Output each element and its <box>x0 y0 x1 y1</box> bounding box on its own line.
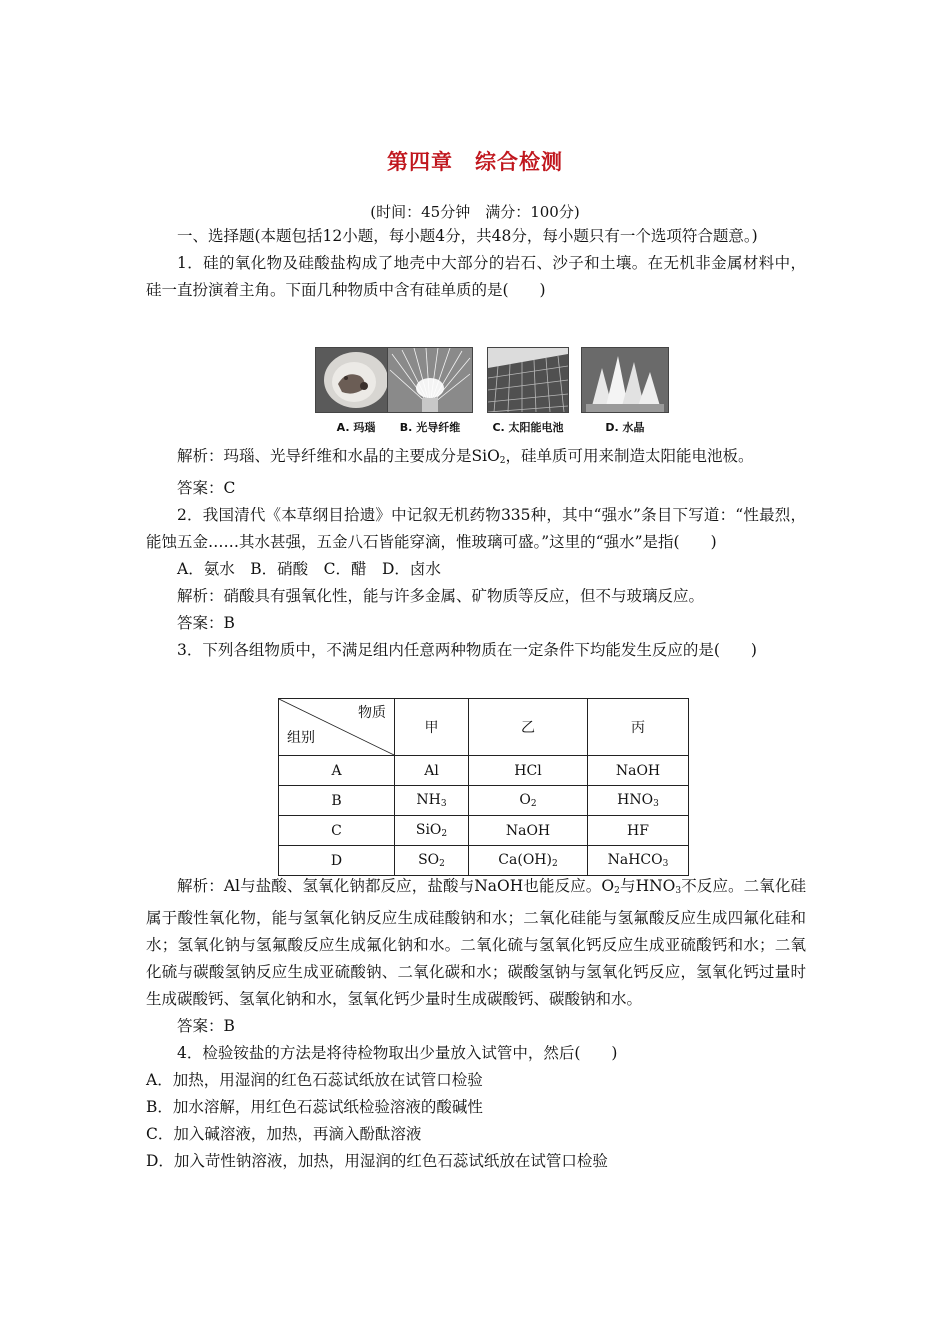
q1-analysis: 解析：玛瑙、光导纤维和水晶的主要成分是SiO$_2$，硅单质可用来制造太阳能电池板。 <box>177 447 754 466</box>
quartz-crystal-photo-icon <box>581 347 669 413</box>
q2-options: A．氨水 B．硝酸 C．醋 D．卤水 <box>177 560 441 578</box>
agate-photo-icon <box>315 347 397 413</box>
figure-a <box>315 347 397 435</box>
table-header: 乙 <box>469 699 588 756</box>
table-row: D $SO_2$ $Ca(OH)_2$ NaHCO$_3$ <box>279 846 689 876</box>
figure-c <box>487 347 569 435</box>
q4-option-c: C．加入碱溶液，加热，再滴入酚酞溶液 <box>146 1125 422 1143</box>
table-row: A Al HCl NaOH <box>279 756 689 786</box>
figure-b-caption: B. 光导纤维 <box>399 421 461 434</box>
q3-answer: 答案：B <box>177 1017 235 1035</box>
q2-stem: 2．我国清代《本草纲目拾遗》中记叙无机药物335种，其中“强水”条目下写道：“性最烈，能蚀五金……其水甚强，五金八石皆能穿滴，惟玻璃可盛。”这里的“强水”是指( ) <box>146 506 806 551</box>
solar-panel-photo-icon <box>487 347 569 413</box>
table-header: 甲 <box>395 699 469 756</box>
table-corner-cell: 物质 组别 <box>279 699 395 756</box>
q3-analysis: 解析：Al与盐酸、氢氧化钠都反应，盐酸与NaOH也能反应。$O_2$与$HNO_3$不反应。二氧化硅属于酸性氧化物，能与氢氧化钠反应生成硅酸钠和水；二氧化硅能与氢氟酸反应生成四氟化硅和水；氢氧化钠与氢氟酸反应生成氟化钠和水。二氧化硫与氢氧化钙反应生成亚硫酸钙和水；二氧化硫与碳酸氢钠反应生成亚硫酸钠、二氧化碳和水；碳酸氢钠与氢氧化钙反应，氢氧化钙过量时生成碳酸钙、氢氧化钠和水，氢氧化钙少量时生成碳酸钙、碳酸钠和水。 <box>146 877 806 1008</box>
optical-fiber-photo-icon <box>387 347 473 413</box>
q1-q3-block <box>146 443 806 664</box>
figure-c-caption: C. 太阳能电池 <box>492 421 564 434</box>
figure-a-caption: A. 玛瑙 <box>336 421 376 434</box>
q1-answer: 答案：C <box>177 479 236 497</box>
q1-stem: 1．硅的氧化物及硅酸盐构成了地壳中大部分的岩石、沙子和土壤。在无机非金属材料中，硅一直扮演着主角。下面几种物质中含有硅单质的是( ) <box>146 254 806 299</box>
q4-option-b: B．加水溶解，用红色石蕊试纸检验溶液的酸碱性 <box>146 1098 483 1116</box>
q4-stem: 4．检验铵盐的方法是将待检物取出少量放入试管中，然后( ) <box>177 1044 618 1062</box>
table-header: 丙 <box>588 699 689 756</box>
q3-q4-block <box>146 873 806 1175</box>
q1-block <box>146 223 806 304</box>
q4-option-d: D．加入苛性钠溶液，加热，用湿润的红色石蕊试纸放在试管口检验 <box>146 1152 608 1170</box>
section-heading: 一、选择题(本题包括12小题，每小题4分，共48分，每小题只有一个选项符合题意。) <box>177 227 758 245</box>
figure-d-caption: D. 水晶 <box>605 421 645 434</box>
q2-analysis: 解析：硝酸具有强氧化性，能与许多金属、矿物质等反应，但不与玻璃反应。 <box>177 587 705 605</box>
q1-figure-row <box>315 347 675 437</box>
figure-b <box>387 347 473 435</box>
q3-table <box>278 698 689 876</box>
table-row: B $NH_3$ $O_2$ $HNO_3$ <box>279 786 689 816</box>
figure-d <box>581 347 669 435</box>
table-row: C SiO$_2$ NaOH HF <box>279 816 689 846</box>
q2-answer: 答案：B <box>177 614 235 632</box>
q4-option-a: A．加热，用湿润的红色石蕊试纸放在试管口检验 <box>146 1071 483 1089</box>
q3-stem: 3．下列各组物质中，不满足组内任意两种物质在一定条件下均能发生反应的是( ) <box>177 641 757 659</box>
exam-info: (时间：45分钟 满分：100分) <box>370 203 580 221</box>
chapter-title: 第四章 综合检测 <box>387 150 563 174</box>
